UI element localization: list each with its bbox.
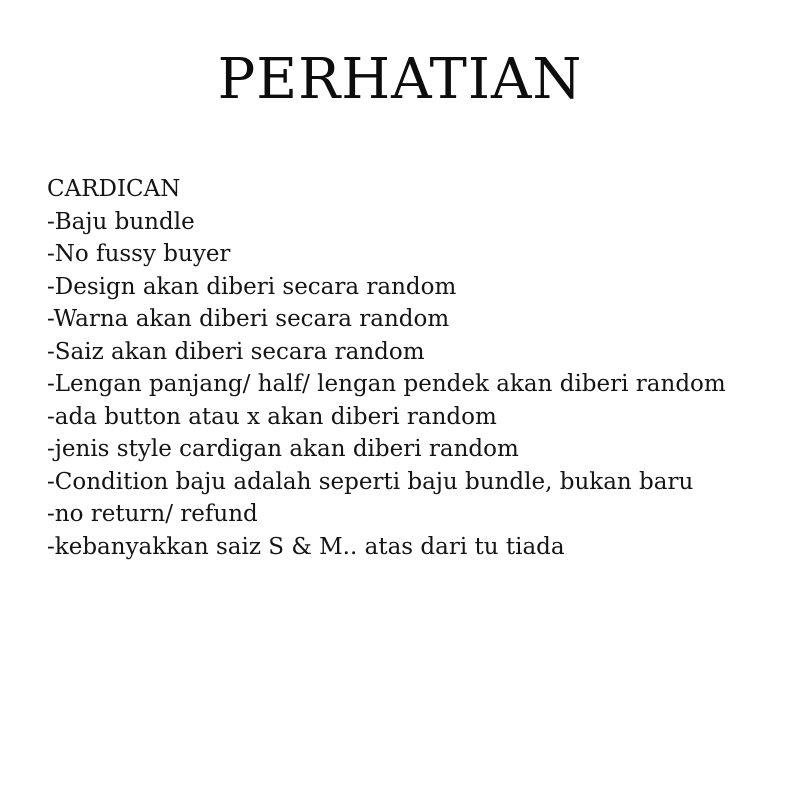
notice-line: -Design akan diberi secara random [47, 273, 457, 300]
notice-line: -Warna akan diberi secara random [47, 306, 450, 332]
notice-line: -jenis style cardigan akan diberi random [47, 436, 519, 462]
notice-body [47, 173, 787, 563]
notice-line: CARDICAN [47, 176, 181, 202]
notice-line: -Condition baju adalah seperti baju bundle, bukan baru [47, 468, 694, 495]
notice-line: -No fussy buyer [47, 241, 231, 267]
notice-line: -Saiz akan diberi secara random [47, 338, 425, 365]
notice-line: -Baju bundle [47, 208, 195, 235]
notice-line: -Lengan panjang/ half/ lengan pendek akan diberi random [47, 371, 726, 397]
notice-title: PERHATIAN [217, 47, 583, 112]
notice-line: -kebanyakkan saiz S & M.. atas dari tu tiada [47, 533, 565, 560]
notice-line: -ada button atau x akan diberi random [47, 403, 497, 430]
notice-line: -no return/ refund [47, 501, 258, 527]
